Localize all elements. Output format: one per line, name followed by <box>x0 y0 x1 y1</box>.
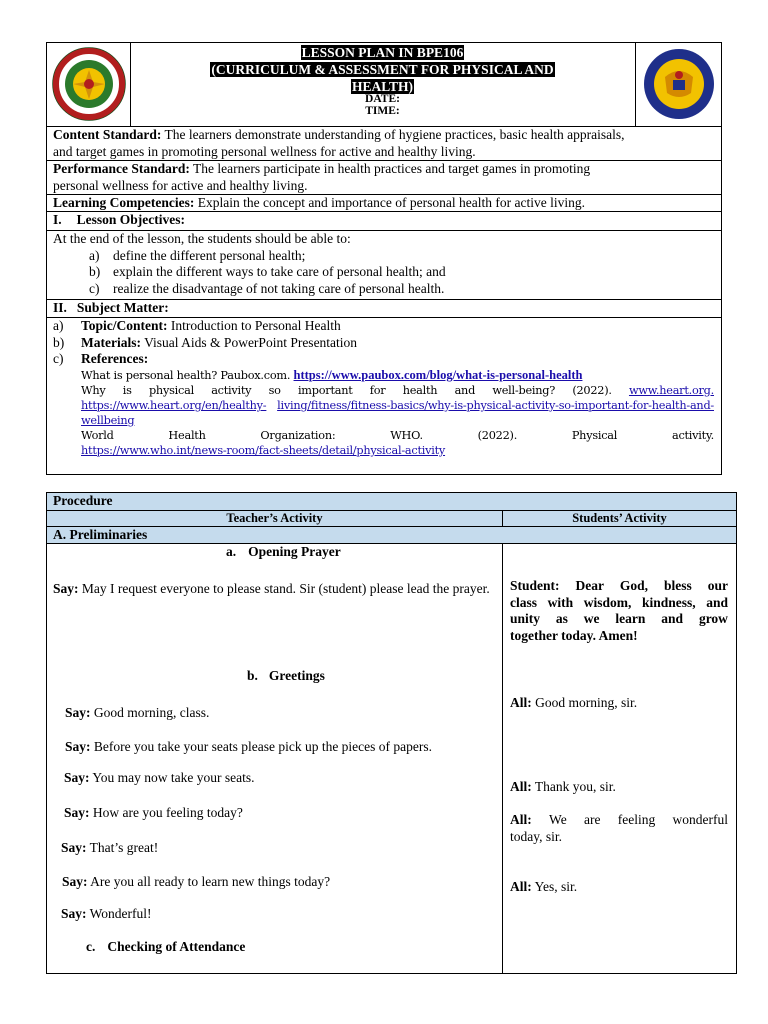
ref-word: physical <box>148 384 194 397</box>
say-label: Say: <box>61 840 87 855</box>
msu-university-seal <box>49 46 129 122</box>
materials-row <box>53 335 719 352</box>
student-prayer <box>510 578 728 644</box>
teacher-line <box>64 770 255 787</box>
greetings-text: Greetings <box>268 668 325 683</box>
teacher-line-text: Before you take your seats please pick up the pieces of papers. <box>90 739 433 754</box>
subject-matter-body <box>53 318 719 368</box>
say-label: Say: <box>53 581 79 596</box>
content-standard <box>53 127 719 160</box>
performance-standard-text-2: personal wellness for active and healthy living. <box>53 177 308 193</box>
materials-label: Materials: <box>81 334 141 350</box>
attendance-heading <box>86 939 245 956</box>
ref-word: (2022). <box>477 429 518 442</box>
topic-marker: a) <box>53 318 64 333</box>
prayer-word: unity <box>510 611 541 626</box>
ref-word: (2022). <box>572 384 612 397</box>
teacher-line-text: You may now take your seats. <box>89 770 255 785</box>
learning-competencies-text: Explain the concept and importance of personal health for active living. <box>194 195 585 210</box>
teacher-prayer-instruction <box>53 581 493 598</box>
student-line-text: Good morning, sir. <box>531 695 638 710</box>
college-of-education-seal <box>641 47 717 121</box>
student-line <box>510 879 577 896</box>
reference-1-link[interactable]: https://www.paubox.com/blog/what-is-personal-health <box>293 368 583 382</box>
feeling-word: are <box>583 812 601 827</box>
topic-label: Topic/Content: <box>81 318 168 333</box>
say-label: Say: <box>65 705 91 720</box>
ref-word: WHO. <box>390 429 423 442</box>
time-label: TIME: <box>365 105 400 117</box>
ref-word: important <box>297 384 353 397</box>
references-row <box>53 351 719 368</box>
prayer-word: learn <box>615 611 646 626</box>
date-label: DATE: <box>365 93 400 105</box>
content-standard-text: The learners demonstrate understanding of hygiene practices, basic health appraisals, <box>161 127 625 142</box>
objectives-number: I. <box>53 212 62 227</box>
performance-standard <box>53 161 719 194</box>
prayer-word: and <box>706 594 728 610</box>
topic-row <box>53 318 719 335</box>
prayer-line: together today. Amen! <box>510 627 638 643</box>
feeling-word: feeling <box>617 812 656 827</box>
ref-word: Organization: <box>260 429 336 442</box>
teacher-line-text: Wonderful! <box>86 906 152 921</box>
reference-2-line-3 <box>81 413 714 428</box>
heart-org-link-part-2[interactable]: living/fitness/fitness-basics/why-is-physical-activity-so-important-for-health-and- <box>277 399 714 412</box>
learning-competencies <box>53 195 719 212</box>
feeling-word: wonderful <box>672 812 728 827</box>
prayer-line <box>510 611 728 628</box>
lesson-objectives-heading <box>53 212 185 229</box>
subject-matter-heading <box>53 300 169 317</box>
teacher-activity-header: Teacher’s Activity <box>226 511 323 525</box>
prayer-line <box>510 595 728 612</box>
content-standard-text-2: and target games in promoting personal wellness for active and healthy living. <box>53 143 476 159</box>
ref-word: Health <box>168 429 206 442</box>
ref-word: activity. <box>671 429 714 442</box>
procedure-table <box>46 492 737 974</box>
teacher-line-text: That’s great! <box>86 840 159 855</box>
objective-text: realize the disadvantage of not taking care of personal health. <box>113 280 445 296</box>
list-item <box>53 248 719 265</box>
performance-standard-text: The learners participate in health practices and target games in promoting <box>189 161 591 176</box>
reference-1 <box>81 368 714 383</box>
prayer-word: bless <box>664 578 692 593</box>
teacher-line-text: Are you all ready to learn new things today? <box>87 874 331 889</box>
prayer-word: as <box>555 611 568 626</box>
references-label: References: <box>81 351 149 366</box>
say-label: Say: <box>64 770 90 785</box>
student-line <box>510 695 637 712</box>
content-standard-label: Content Standard: <box>53 127 162 142</box>
procedure-heading: Procedure <box>53 493 113 508</box>
header-divider-right <box>635 42 636 126</box>
list-item <box>53 281 719 298</box>
preliminaries-row <box>47 527 736 543</box>
ref-word: well-being? <box>492 384 556 397</box>
reference-3-line-1 <box>81 428 714 443</box>
title-line-1: LESSON PLAN IN BPE106 <box>301 45 464 60</box>
say-label: Say: <box>61 906 87 921</box>
ref-word: World <box>81 429 114 442</box>
prayer-word: we <box>583 611 600 626</box>
student-line-text: Thank you, sir. <box>531 779 616 794</box>
reference-2-line-1 <box>81 383 714 398</box>
learning-competencies-label: Learning Competencies: <box>53 195 195 210</box>
heart-org-link-part-1[interactable]: https://www.heart.org/en/healthy- <box>81 399 267 412</box>
prayer-word: and <box>661 611 684 626</box>
objective-text: define the different personal health; <box>113 247 306 263</box>
teacher-line <box>62 874 330 891</box>
teacher-line-text: How are you feeling today? <box>89 805 243 820</box>
heart-org-link-part-3[interactable]: wellbeing <box>81 414 135 427</box>
who-link[interactable]: https://www.who.int/news-room/fact-sheets/detail/physical-activity <box>81 444 446 457</box>
lesson-plan-title <box>131 44 634 117</box>
ref-word: and <box>454 384 476 397</box>
all-label: All: <box>510 695 532 710</box>
ref-word: so <box>268 384 281 397</box>
subject-matter-number: II. <box>53 300 67 315</box>
materials-text: Visual Aids & PowerPoint Presentation <box>140 334 358 350</box>
references-marker: c) <box>53 351 64 366</box>
teacher-line <box>61 840 158 857</box>
prayer-word: Student: <box>510 578 560 593</box>
prayer-word: with <box>547 594 574 610</box>
heart-org-link[interactable]: www.heart.org. <box>628 384 714 397</box>
prayer-word: kindness, <box>641 594 696 610</box>
prayer-word: Dear <box>575 578 604 593</box>
feeling-line <box>510 812 728 829</box>
materials-marker: b) <box>53 334 65 350</box>
student-feeling-response <box>510 812 728 845</box>
teacher-line-text: Good morning, class. <box>90 705 210 720</box>
feeling-word: We <box>549 812 567 827</box>
prayer-word: God, <box>619 578 649 593</box>
teacher-line <box>65 739 432 756</box>
students-activity-header: Students’ Activity <box>572 511 667 525</box>
title-line-3: HEALTH) <box>351 79 414 94</box>
objective-marker: c) <box>89 280 100 296</box>
list-item <box>53 264 719 281</box>
prayer-word: grow <box>698 611 728 626</box>
greetings-heading <box>247 668 325 685</box>
teacher-line <box>61 906 152 923</box>
student-line-text: Yes, sir. <box>531 879 578 894</box>
objective-marker: b) <box>89 264 101 279</box>
objectives-list <box>53 231 719 297</box>
say-label: Say: <box>62 874 88 889</box>
all-label: All: <box>510 879 532 894</box>
prayer-say-text: May I request everyone to please stand. Sir (student) please lead the prayer. <box>78 581 490 596</box>
objective-marker: a) <box>89 247 100 263</box>
title-line-2: (CURRICULUM & ASSESSMENT FOR PHYSICAL AND <box>211 62 554 77</box>
opening-prayer-heading <box>226 544 341 561</box>
ref-word: activity <box>211 384 252 397</box>
ref-word: Physical <box>571 429 618 442</box>
references-list <box>81 368 714 458</box>
row-line <box>46 543 737 544</box>
feeling-line: today, sir. <box>510 828 562 844</box>
column-divider <box>502 543 503 974</box>
ref-word: Why <box>81 384 106 397</box>
procedure-heading-row <box>47 493 736 510</box>
objectives-intro: At the end of the lesson, the students should be able to: <box>53 231 351 246</box>
prayer-word: class <box>510 594 537 610</box>
attendance-marker: c. <box>86 939 96 954</box>
objective-text: explain the different ways to take care of personal health; and <box>113 264 446 279</box>
say-label: Say: <box>64 805 90 820</box>
opening-prayer-marker: a. <box>226 544 237 559</box>
ref-word: for <box>369 384 386 397</box>
teacher-line <box>64 805 243 822</box>
opening-prayer-text: Opening Prayer <box>248 544 341 559</box>
subject-matter-heading-text: Subject Matter: <box>76 300 169 315</box>
ref-word: is <box>122 384 132 397</box>
say-label: Say: <box>65 739 91 754</box>
teacher-line <box>65 705 209 722</box>
prayer-word: our <box>707 578 728 593</box>
ref-word: health <box>402 384 438 397</box>
student-line <box>510 779 616 796</box>
greetings-marker: b. <box>247 668 258 683</box>
all-label: All: <box>510 779 532 794</box>
all-label: All: <box>510 812 532 827</box>
reference-1-text: What is personal health? Paubox.com. <box>81 369 294 382</box>
preliminaries-heading: A. Preliminaries <box>53 527 148 542</box>
performance-standard-label: Performance Standard: <box>53 161 190 176</box>
reference-3-line-2 <box>81 443 714 458</box>
objectives-heading-text: Lesson Objectives: <box>76 212 186 227</box>
prayer-word: wisdom, <box>583 594 632 610</box>
prayer-line <box>510 578 728 595</box>
attendance-text: Checking of Attendance <box>107 939 246 954</box>
reference-2-line-2 <box>81 398 714 413</box>
topic-text: Introduction to Personal Health <box>167 318 341 333</box>
